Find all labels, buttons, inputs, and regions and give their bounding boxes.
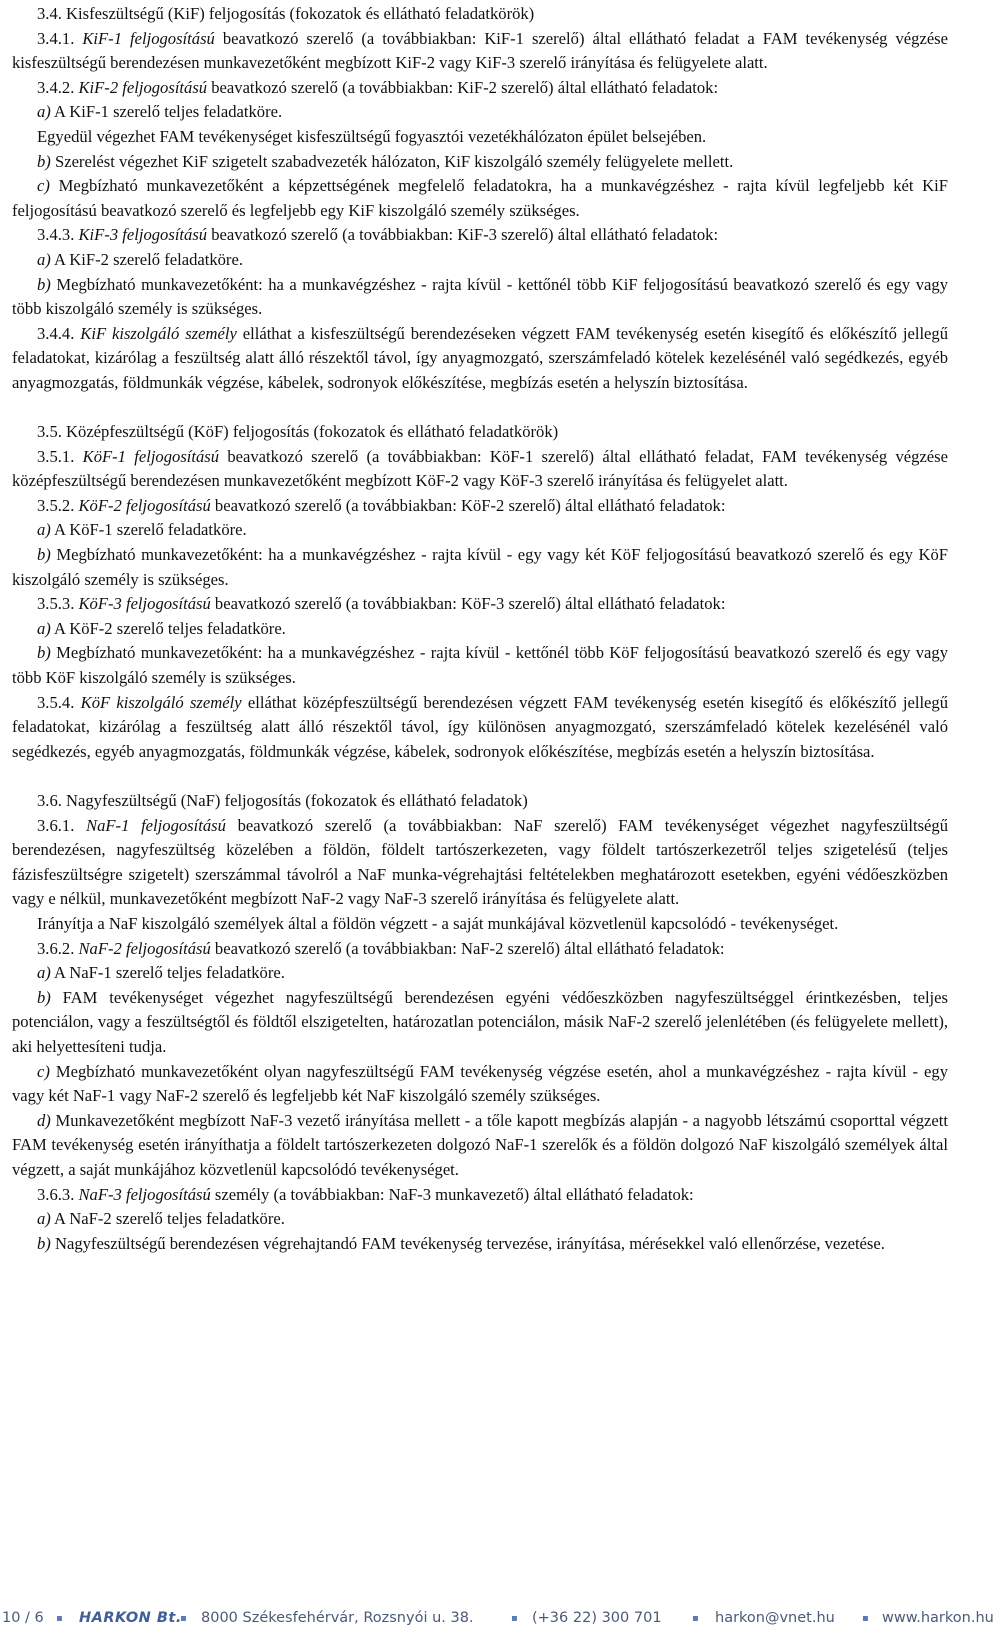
- list-item: [12, 543, 948, 592]
- paragraph-number: 3.5.4.: [37, 692, 81, 712]
- item-letter: b): [37, 151, 51, 171]
- list-item: [12, 100, 948, 125]
- paragraph-text: személy (a továbbiakban: NaF-3 munkavezető) által ellátható feladatok:: [210, 1184, 694, 1204]
- list-item: [12, 1207, 948, 1232]
- paragraph-number: 3.5.2.: [37, 495, 79, 515]
- item-text: FAM tevékenységet végezhet nagyfeszültségű berendezésen egyéni védőeszközben nagyfeszültséggel érintkezésben, teljes potenciálon, vagy a feszültségtől és földtől elszigetelten, határozatlan potenciálon, másik NaF-2 szerelő jelenlétében (és felügyelete mellett), aki helyettesíteni tudja.: [12, 987, 948, 1056]
- paragraph-text: beavatkozó szerelő (a továbbiakban: KiF-2 szerelő) által ellátható feladatok:: [207, 77, 719, 97]
- paragraph-number: 3.5.1.: [37, 446, 83, 466]
- paragraph-text: beavatkozó szerelő (a továbbiakban: NaF szerelő) FAM tevékenységet végezhet nagyfeszültségű berendezésen, nagyfeszültség közelében a földön, földelt tartószerkezeten, vagy földelt tartószerkezetről teljes szigetelésű (teljes fázisfeszültségre szigetelt) szerszámmal távolról a NaF munka-végrehajtási feltételekben meghatározott esetekben, egyéni védőeszközben vagy e nélkül, munkavezetőként megbízott NaF-2 vagy NaF-3 szerelő irányítása és felügyelete alatt.: [12, 815, 948, 909]
- paragraph-text: elláthat középfeszültségű berendezésen végzett FAM tevékenység esetén kisegítő és előkészítő jellegű feladatokat, kizárólag a feszültség alatt álló részektől távol, így különösen anyagmozgató, szerszámfeladó kötelek kezelésénél való segédkezés, egyéb anyagmozgatás, földmunkák végzése, kábelek, sodronyok előkészítése, megbízás esetén a helyszín biztosítása.: [12, 692, 949, 761]
- defined-term: KöF-1 feljogosítású: [82, 446, 220, 466]
- item-letter: b): [37, 643, 51, 663]
- defined-term: NaF-2 feljogosítású: [78, 938, 211, 958]
- item-text: A KiF-2 szerelő feladatköre.: [50, 249, 243, 269]
- item-text: Megbízható munkavezetőként: ha a munkavégzéshez - rajta kívül - kettőnél több KiF feljogosítású beavatkozó szerelő és egy vagy több kiszolgáló személy is szükséges.: [12, 274, 948, 319]
- list-item: [12, 1109, 948, 1183]
- paragraph-number: 3.4.3.: [37, 225, 79, 245]
- company-address: 8000 Székesfehérvár, Rozsnyói u. 38.: [201, 1610, 474, 1626]
- numbered-paragraph: [12, 1183, 948, 1208]
- page-footer: [0, 1610, 994, 1632]
- item-text: Szerelést végezhet KiF szigetelt szabadvezeték hálózaton, KiF kiszolgáló személy felügyelete mellett.: [50, 151, 734, 171]
- item-letter: c): [37, 1061, 50, 1081]
- paragraph-text: beavatkozó szerelő (a továbbiakban: KöF-1 szerelő) által ellátható feladat, FAM tevékenység végzése középfeszültségű berendezésen munkavezetőként megbízott KöF-2 vagy KöF-3 szerelő irányítása és felügyelet alatt.: [12, 446, 948, 491]
- numbered-paragraph: [12, 937, 948, 962]
- item-text: Megbízható munkavezetőként: ha a munkavégzéshez - rajta kívül - egy vagy két KöF feljogosítású beavatkozó szerelő és egy KöF kiszolgáló személy is szükséges.: [12, 545, 948, 589]
- item-text: Nagyfeszültségű berendezésen végrehajtandó FAM tevékenység tervezése, irányítása, mérésekkel való ellenőrzése, vezetése.: [50, 1233, 885, 1253]
- defined-term: KöF-2 feljogosítású: [78, 495, 211, 515]
- company-email[interactable]: harkon@vnet.hu: [715, 1610, 835, 1626]
- item-text: Megbízható munkavezetőként a képzettségének megfelelő feladatokra, ha a munkavégzéshez - rajta kívül legfeljebb két KiF feljogosítású beavatkozó szerelő és legfeljebb egy KiF kiszolgáló személy szükséges.: [12, 176, 948, 220]
- item-letter: b): [37, 274, 51, 294]
- list-item: [12, 1232, 948, 1257]
- company-phone: (+36 22) 300 701: [532, 1610, 662, 1626]
- numbered-paragraph: [12, 494, 948, 519]
- item-text: A KiF-1 szerelő teljes feladatköre.: [50, 102, 283, 122]
- paragraph-text: elláthat a kisfeszültségű berendezéseken végzett FAM tevékenység esetén kisegítő és előkészítő jellegű feladatokat, kizárólag a feszültség alatt álló részektől távol, így anyagmozgató, szerszámfeladó kötelek kezelésénél való segédkezés, egyéb anyagmozgatás, földmunkák végzése, kábelek, sodronyok előkészítése, megbízás esetén a helyszín biztosítása.: [12, 323, 949, 392]
- defined-term: KiF-1 feljogosítású: [82, 28, 215, 48]
- list-item: [12, 986, 948, 1060]
- list-item: [12, 248, 948, 273]
- numbered-paragraph: [12, 223, 948, 248]
- paragraph-text: beavatkozó szerelő (a továbbiakban: KöF-2 szerelő) által ellátható feladatok:: [210, 495, 726, 515]
- numbered-paragraph: [12, 592, 948, 617]
- item-text: A NaF-2 szerelő teljes feladatköre.: [50, 1209, 285, 1229]
- paragraph-text: beavatkozó szerelő (a továbbiakban: KiF-3 szerelő) által ellátható feladatok:: [207, 225, 719, 245]
- paragraph-text: beavatkozó szerelő (a továbbiakban: KöF-3 szerelő) által ellátható feladatok:: [210, 594, 726, 614]
- numbered-paragraph: [12, 27, 948, 76]
- numbered-paragraph: [12, 691, 948, 765]
- section-heading: 3.6. Nagyfeszültségű (NaF) feljogosítás (fokozatok és ellátható feladatok): [37, 791, 528, 810]
- document-body: [12, 2, 948, 1256]
- numbered-paragraph: [12, 814, 948, 912]
- list-item: [12, 961, 948, 986]
- item-letter: a): [37, 1209, 51, 1229]
- list-item: [12, 1060, 948, 1109]
- section-heading: 3.5. Középfeszültségű (KöF) feljogosítás (fokozatok és ellátható feladatkörök): [37, 422, 559, 442]
- defined-term: NaF-1 feljogosítású: [86, 815, 226, 835]
- item-text: Megbízható munkavezetőként olyan nagyfeszültségű FAM tevékenység végzése esetén, ahol a munkavégzéshez - rajta kívül - egy vagy két NaF-1 vagy NaF-2 szerelő és legfeljebb két NaF kiszolgáló személy szükséges.: [12, 1061, 948, 1106]
- paragraph: Egyedül végezhet FAM tevékenységet kisfeszültségű fogyasztói vezetékhálózaton épület belsejében.: [37, 126, 707, 146]
- defined-term: NaF-3 feljogosítású: [78, 1184, 211, 1204]
- list-item: [12, 273, 948, 322]
- defined-term: KiF kiszolgáló személy: [80, 323, 237, 343]
- footer-separator: ▪: [56, 1613, 63, 1624]
- paragraph-text: beavatkozó szerelő (a továbbiakban: NaF-2 szerelő) által ellátható feladatok:: [210, 938, 725, 958]
- defined-term: KöF-3 feljogosítású: [78, 594, 211, 614]
- list-item: [12, 617, 948, 642]
- item-letter: a): [37, 963, 51, 983]
- item-letter: a): [37, 102, 51, 122]
- defined-term: KöF kiszolgáló személy: [80, 692, 242, 712]
- item-letter: b): [37, 1233, 51, 1253]
- company-website[interactable]: www.harkon.hu: [882, 1610, 994, 1626]
- company-logo: HARKON Bt.: [79, 1610, 182, 1626]
- paragraph-number: 3.4.4.: [37, 323, 81, 343]
- footer-separator: ▪: [862, 1613, 869, 1624]
- footer-separator: ▪: [692, 1613, 699, 1624]
- page-number: 10 / 6: [2, 1610, 44, 1626]
- numbered-paragraph: [12, 322, 948, 396]
- item-letter: a): [37, 520, 51, 540]
- paragraph-text: beavatkozó szerelő (a továbbiakban: KiF-1 szerelő) által ellátható feladat a FAM tevékenység végzése kisfeszültségű berendezésen munkavezetőként megbízott KiF-2 vagy KiF-3 szerelő irányítása és felügyelete alatt.: [12, 28, 949, 73]
- item-letter: c): [37, 176, 50, 196]
- list-item: [12, 174, 948, 223]
- defined-term: KiF-3 feljogosítású: [78, 225, 208, 245]
- list-item: [12, 641, 948, 690]
- item-text: A KöF-1 szerelő feladatköre.: [50, 520, 247, 540]
- paragraph-number: 3.6.2.: [37, 938, 79, 958]
- item-letter: b): [37, 987, 51, 1007]
- item-letter: b): [37, 545, 51, 565]
- paragraph: Irányítja a NaF kiszolgáló személyek által a földön végzett - a saját munkájával közvetlenül kapcsolódó - tevékenységet.: [37, 913, 839, 933]
- defined-term: KiF-2 feljogosítású: [78, 77, 208, 97]
- footer-separator: ▪: [511, 1613, 518, 1624]
- item-text: A KöF-2 szerelő teljes feladatköre.: [50, 618, 286, 638]
- item-text: A NaF-1 szerelő teljes feladatköre.: [50, 963, 285, 983]
- section-heading: 3.4. Kisfeszültségű (KiF) feljogosítás (fokozatok és ellátható feladatkörök): [37, 4, 535, 23]
- item-letter: a): [37, 249, 51, 269]
- footer-separator: ▪: [180, 1613, 187, 1624]
- item-text: Munkavezetőként megbízott NaF-3 vezető irányítása mellett - a tőle kapott megbízás alapján - a nagyobb létszámú csoporttal végzett FAM tevékenység esetén irányíthatja a földelt tartószerkezeten dolgozó NaF-1 szerelők és a földön dolgozó NaF kiszolgáló személyek által végzett, a saját munkájához közvetlenül kapcsolódó tevékenységet.: [12, 1110, 948, 1179]
- numbered-paragraph: [12, 76, 948, 101]
- list-item: [12, 150, 948, 175]
- list-item: [12, 518, 948, 543]
- paragraph-number: 3.5.3.: [37, 594, 79, 614]
- paragraph-number: 3.4.1.: [37, 28, 83, 48]
- paragraph-number: 3.6.3.: [37, 1184, 79, 1204]
- paragraph-number: 3.6.1.: [37, 815, 87, 835]
- item-letter: a): [37, 618, 51, 638]
- numbered-paragraph: [12, 445, 948, 494]
- item-letter: d): [37, 1110, 51, 1130]
- paragraph-number: 3.4.2.: [37, 77, 79, 97]
- item-text: Megbízható munkavezetőként: ha a munkavégzéshez - rajta kívül - kettőnél több KöF feljogosítású beavatkozó szerelő és egy vagy több KöF kiszolgáló személy is szükséges.: [12, 643, 948, 688]
